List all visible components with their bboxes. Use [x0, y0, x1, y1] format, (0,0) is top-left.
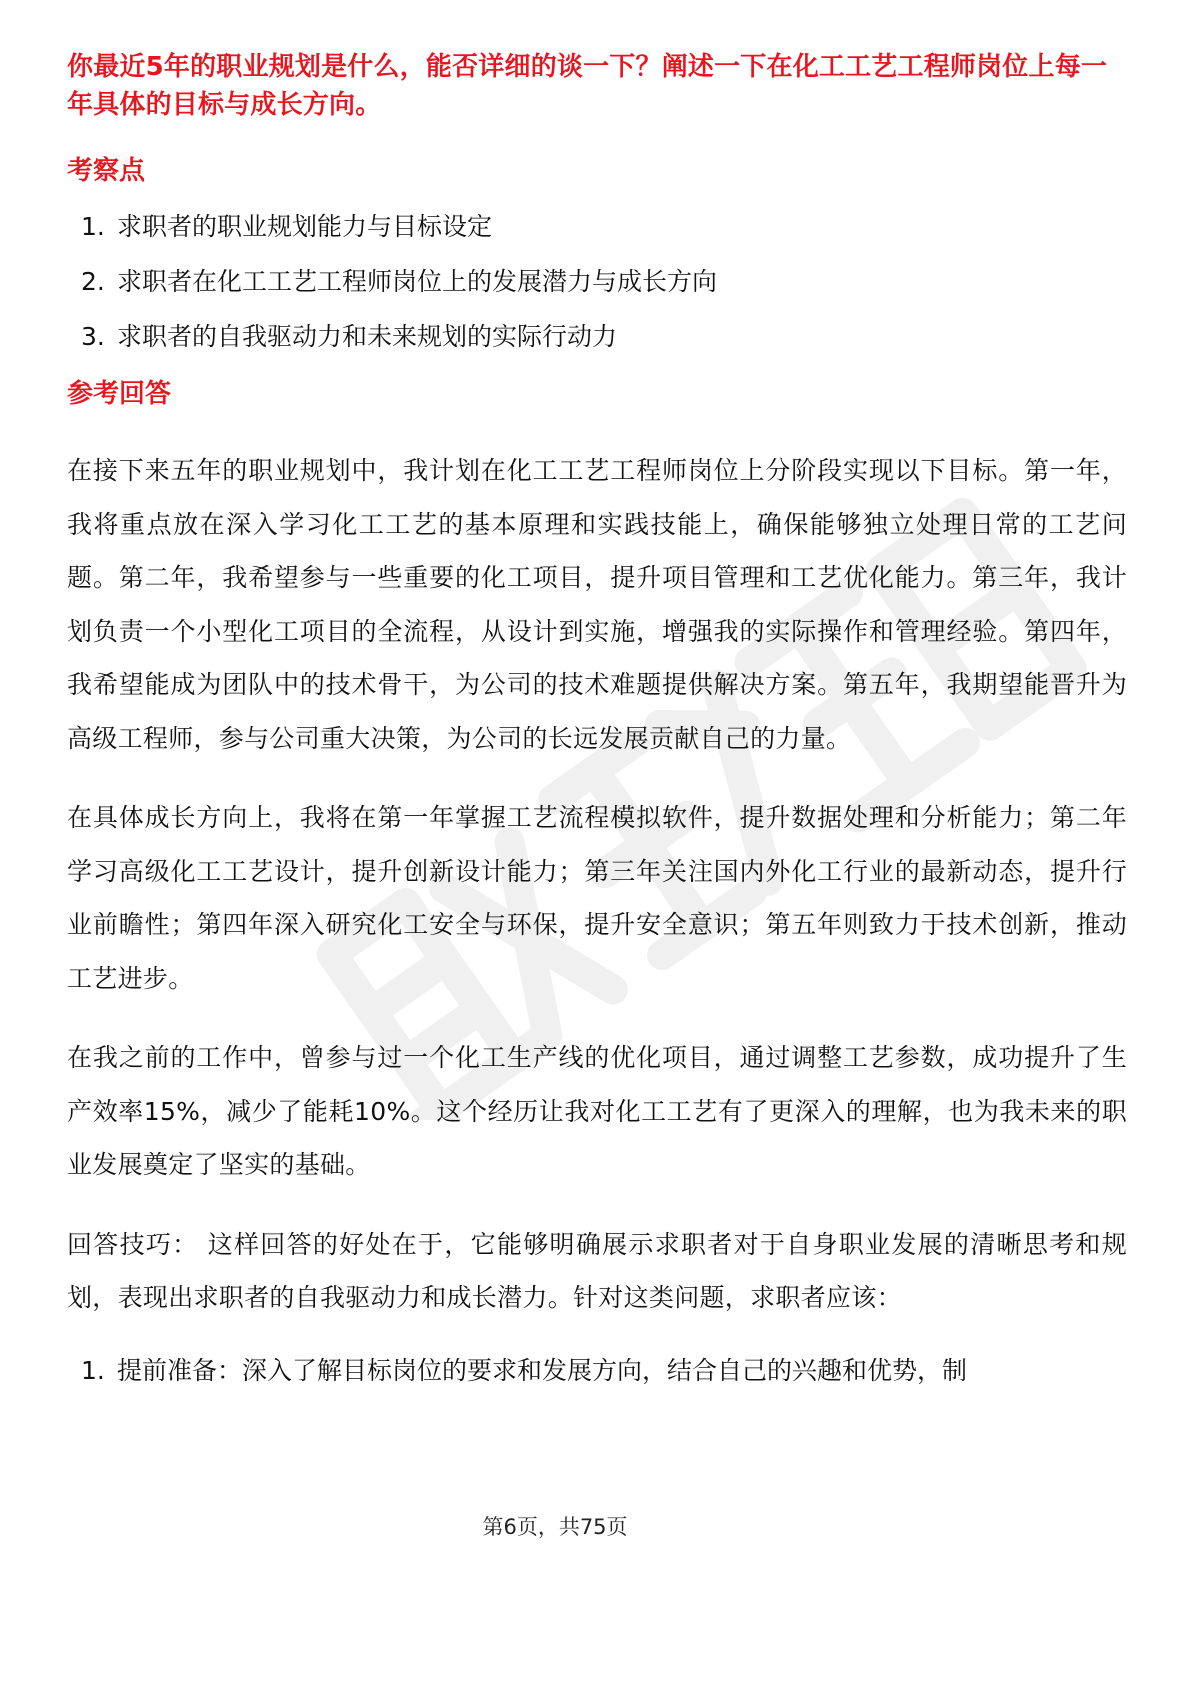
kaocha-list	[67, 211, 1127, 353]
tips-paragraph: 回答技巧： 这样回答的好处在于，它能够明确展示求职者对于自身职业发展的清晰思考和规划，表现出求职者的自我驱动力和成长潜力。针对这类问题，求职者应该：	[67, 1229, 1127, 1312]
answer-paragraph: 在接下来五年的职业规划中，我计划在化工工艺工程师岗位上分阶段实现以下目标。第一年，我将重点放在深入学习化工工艺的基本原理和实践技能上，确保能够独立处理日常的工艺问题。第二年，我希望参与一些重要的化工项目，提升项目管理和工艺优化能力。第三年，我计划负责一个小型化工项目的全流程，从设计到实施，增强我的实际操作和管理经验。第四年，我希望能成为团队中的技术骨干，为公司的技术难题提供解决方案。第五年，我期望能晋升为高级工程师，参与公司重大决策，为公司的长远发展贡献自己的力量。	[67, 456, 1127, 753]
list-item	[67, 266, 1127, 298]
list-text: 求职者的职业规划能力与目标设定	[117, 212, 493, 241]
list-item	[67, 321, 1127, 353]
answer-heading: 参考回答	[67, 379, 172, 409]
document-body	[67, 48, 1127, 1391]
tips-list	[67, 1351, 1127, 1391]
list-text: 提前准备：深入了解目标岗位的要求和发展方向，结合自己的兴趣和优势，制	[117, 1355, 968, 1385]
list-item	[67, 211, 1127, 243]
list-number: 1.	[81, 1355, 105, 1385]
list-text: 求职者的自我驱动力和未来规划的实际行动力	[117, 322, 618, 351]
list-item	[67, 1351, 1127, 1391]
answer-paragraph: 在具体成长方向上，我将在第一年掌握工艺流程模拟软件，提升数据处理和分析能力；第二年学习高级化工工艺设计，提升创新设计能力；第三年关注国内外化工行业的最新动态，提升行业前瞻性；第四年深入研究化工安全与环保，提升安全意识；第五年则致力于技术创新，推动工艺进步。	[67, 803, 1127, 993]
question-heading: 你最近5年的职业规划是什么，能否详细的谈一下？阐述一下在化工工艺工程师岗位上每一年具体的目标与成长方向。	[67, 52, 1108, 120]
list-text: 求职者在化工工艺工程师岗位上的发展潜力与成长方向	[117, 267, 718, 296]
list-number: 1.	[81, 212, 105, 241]
answer-paragraph: 在我之前的工作中，曾参与过一个化工生产线的优化项目，通过调整工艺参数，成功提升了生产效率15%，减少了能耗10%。这个经历让我对化工工艺有了更深入的理解，也为我未来的职业发展奠定了坚实的基础。	[67, 1043, 1127, 1179]
list-number: 3.	[81, 322, 105, 351]
kaocha-heading: 考察点	[67, 156, 146, 186]
list-number: 2.	[81, 267, 105, 296]
page-footer: 第6页，共75页	[482, 1515, 628, 1539]
